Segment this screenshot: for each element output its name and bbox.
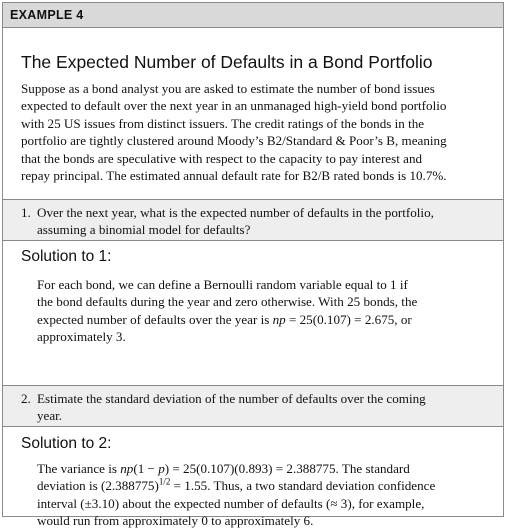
question-number: 2. — [21, 391, 31, 406]
question-line: Over the next year, what is the expected number of defaults in the portfolio, — [37, 205, 434, 220]
solution-line: For each bond, we can define a Bernoulli random variable equal to 1 if — [37, 277, 408, 292]
solution-1-body — [37, 276, 497, 346]
solution-1-heading: Solution to 1: — [21, 248, 112, 265]
solution-line: would run from approximately 0 to approximately 6. — [37, 513, 314, 529]
intro-line: expected to default over the next year in an unmanaged high-yield bond portfolio — [21, 98, 447, 114]
intro-line: with 25 US issues from distinct issuers. The credit ratings of the bonds in the — [21, 115, 425, 131]
question-line: year. — [37, 408, 63, 424]
solution-line: The variance is np(1 − p) = 25(0.107)(0.893) = 2.388775. The standard — [37, 461, 410, 476]
question-line: Estimate the standard deviation of the number of defaults over the coming — [37, 391, 426, 406]
solution-line: interval (±3.10) about the expected number of defaults (≈ 3), for example, — [37, 495, 425, 511]
solution-line: approximately 3. — [37, 329, 126, 345]
intro-line: repay principal. The estimated annual default rate for B2/B rated bonds is 10.7%. — [21, 168, 447, 184]
question-number: 1. — [21, 205, 31, 220]
question-line: assuming a binomial model for defaults? — [37, 222, 251, 238]
intro-line: portfolio are tightly clustered around Moody’s B2/Standard & Poor’s B, meaning — [21, 133, 447, 149]
solution-line: deviation is $(2.388775)^{1/2} = 1.55$. Thus, a two standard deviation confidence — [37, 477, 436, 494]
question-2 — [21, 390, 491, 425]
example-box — [2, 2, 504, 529]
intro-line: that the bonds are speculative with respect to the capacity to pay interest and — [21, 150, 423, 166]
intro-line: Suppose as a bond analyst you are asked to estimate the number of bond issues — [21, 81, 435, 96]
solution-line: the bond defaults during the year and zero otherwise. With 25 bonds, the — [37, 294, 418, 310]
example-label: EXAMPLE 4 — [10, 8, 84, 22]
intro-paragraph — [21, 80, 495, 184]
question-1 — [21, 204, 491, 239]
solution-2-body — [37, 460, 497, 530]
solution-line: expected number of defaults over the year is np = 25(0.107) = 2.675, or — [37, 311, 412, 327]
example-title: The Expected Number of Defaults in a Bond Portfolio — [21, 52, 433, 72]
example-content — [3, 28, 503, 529]
example-header-bar — [3, 3, 503, 28]
solution-2-heading: Solution to 2: — [21, 435, 112, 452]
